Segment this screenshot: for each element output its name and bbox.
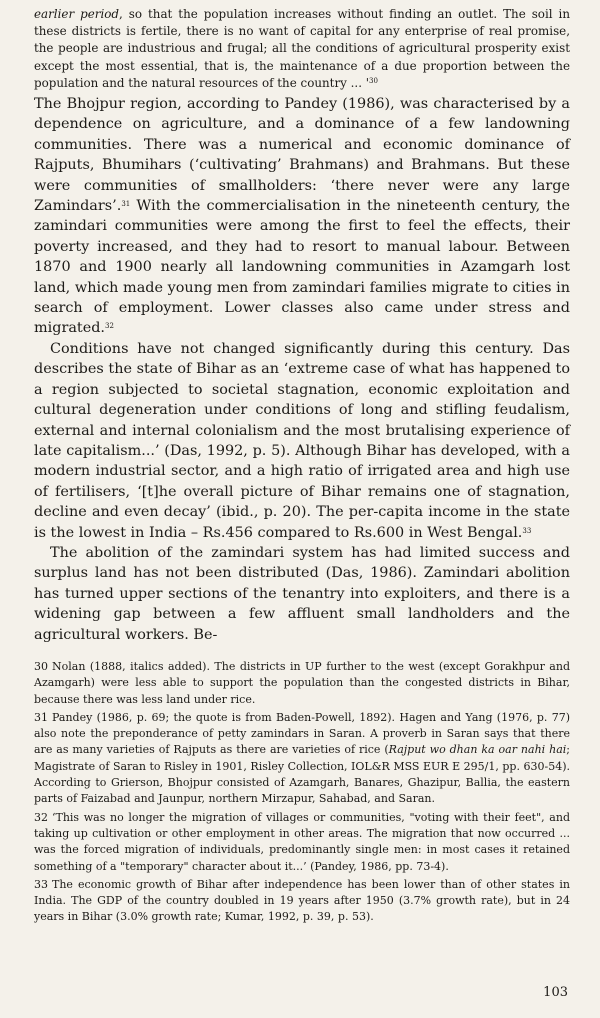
footnote-number: 31 xyxy=(34,710,48,724)
body-text xyxy=(34,94,570,645)
paragraph-1 xyxy=(34,94,570,339)
footnote-number: 30 xyxy=(34,659,48,673)
quote-text: , so that the population increases without finding an outlet. The soil in these districts is fertile, there is no want of capital for any enterprise of real promise, the people are industrious and frugal; all the conditions of agricultural prosperity exist except the most essential, that is, the maintenance of a due proportion between the population and the natural resources of the country ... ' xyxy=(34,7,571,90)
footnote-ref-30: 30 xyxy=(369,76,378,85)
footnotes xyxy=(34,659,570,926)
paragraph-1-text-cont: With the commercialisation in the nineteenth century, the zamindari communities were among the first to feel the effects, their poverty increased, and they had to resort to manual labour. Between 1870 and 1900 nearly all landowning communities in Azamgarh lost land, which made young men from zamindari families migrate to cities in search of employment. Lower classes also came under stress and migrated. xyxy=(34,198,570,337)
footnote-30 xyxy=(34,659,570,708)
footnote-31 xyxy=(34,710,570,808)
footnote-32 xyxy=(34,810,570,875)
footnote-text: ‘This was no longer the migration of villages or communities, "voting with their feet", and taking up cultivation or other employment in other areas. The migration that now occurred ... was the forced migration of individuals, predominantly single men: in most cases it retained something of a "temporary" character about it...’ (Pandey, 1986, pp. 73-4). xyxy=(34,810,570,873)
paragraph-2-text: Conditions have not changed significantly during this century. Das describes the state of Bihar as an ‘extreme case of what has happened to a region subjected to societal stagnation, economic exploitation and cultural degeneration under conditions of long and stifling feudalism, external and internal colonialism and the most brutalising experience of late capitalism...’ (Das, 1992, p. 5). Although Bihar has developed, with a modern industrial sector, and a high ratio of irrigated area and high use of fertilisers, ‘[t]he overall picture of Bihar remains one of stagnation, decline and even decay’ (ibid., p. 20). The per-capita income in the state is the lowest in India – Rs.456 compared to Rs.600 in West Bengal. xyxy=(34,340,570,541)
footnote-number: 32 xyxy=(34,810,48,824)
footnote-ref-32: 32 xyxy=(105,322,114,331)
paragraph-1-text: The Bhojpur region, according to Pandey (1986), was characterised by a dependence on agriculture, and a dominance of a few landowning communities. There was a numerical and economic dominance of Rajputs, Bhumihars (‘cultivating’ Brahmans) and Brahmans. But these were communities of smallholders: ‘there never were any large Zamindars’. xyxy=(34,96,570,215)
footnote-text-cont: ; Magistrate of Saran to Risley in 1901, Risley Collection, IOL&R MSS EUR E 295/1, pp. 630-54). According to Grierson, Bhojpur consisted of Azamgarh, Banares, Ghazipur, Ballia, the eastern parts of Faizabad and Jaunpur, northern Mirzapur, Sahabad, and Saran. xyxy=(34,743,570,806)
paragraph-2 xyxy=(34,339,570,543)
footnote-text: The economic growth of Bihar after independence has been lower than of other states in India. The GDP of the country doubled in 19 years after 1950 (3.7% growth rate), but in 24 years in Bihar (3.0% growth rate; Kumar, 1992, p. 39, p. 53). xyxy=(34,877,570,924)
footnote-number: 33 xyxy=(34,877,48,891)
paragraph-3-text: The abolition of the zamindari system has had limited success and surplus land has not been distributed (Das, 1986). Zamindari abolition has turned upper sections of the tenantry into exploiters, and there is a widening gap between a few affluent small landholders and the agricultural workers. Be- xyxy=(34,544,570,643)
block-quote xyxy=(34,6,570,92)
footnote-ref-33: 33 xyxy=(522,526,532,535)
page-number: 103 xyxy=(543,985,568,1000)
footnote-text: Pandey (1986, p. 69; the quote is from Baden-Powell, 1892). Hagen and Yang (1976, p. 77) also note the preponderance of petty zamindars in Saran. A proverb in Saran says that there are as many varieties of Rajputs as there are varieties of rice ( xyxy=(34,710,570,757)
footnote-33 xyxy=(34,877,570,926)
footnote-ref-31: 31 xyxy=(121,200,131,209)
footnote-text: Nolan (1888, italics added). The districts in UP further to the west (except Gorakhpur and Azamgarh) were less able to support the population than the congested districts in Bihar, because there was less land under rice. xyxy=(34,659,570,706)
footnote-emphasis: Rajput wo dhan ka oar nahi hai xyxy=(388,743,567,757)
paragraph-3 xyxy=(34,543,570,645)
quote-emphasis: earlier period xyxy=(34,7,120,21)
